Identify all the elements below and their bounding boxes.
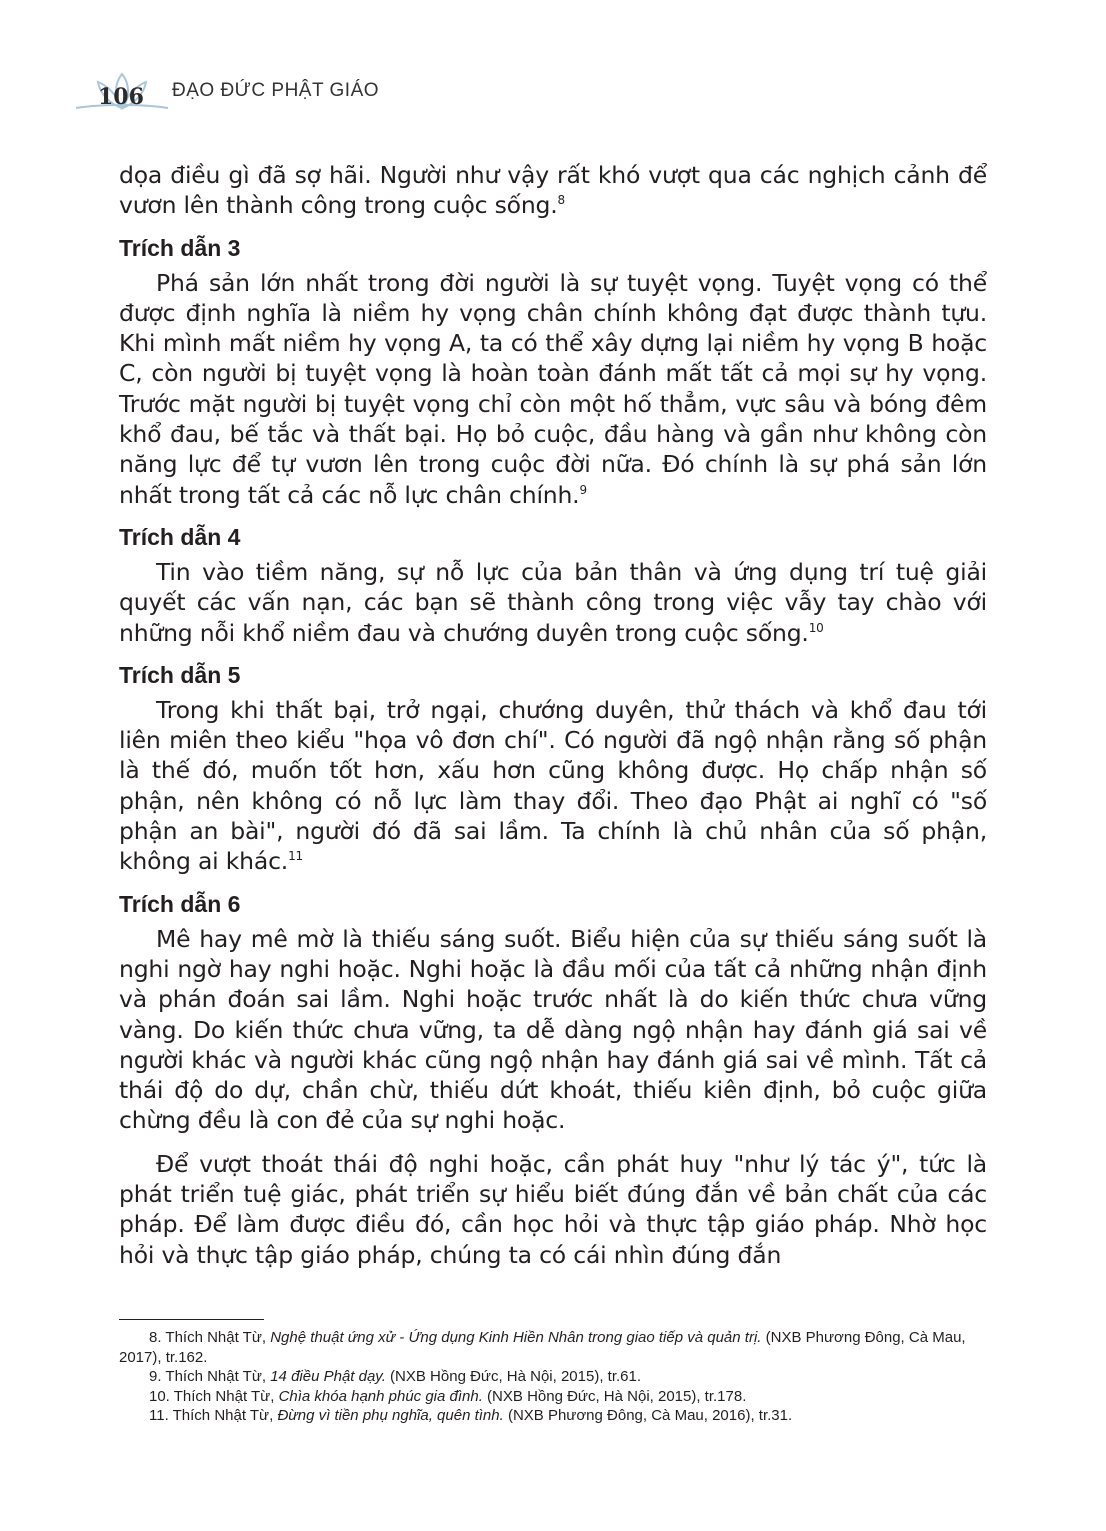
footnote-title: Chìa khóa hạnh phúc gia đình. — [278, 1387, 483, 1405]
continuation-paragraph — [119, 160, 987, 221]
quote-paragraph — [119, 557, 987, 648]
page-number: 106 — [98, 84, 144, 110]
footnote-suffix: (NXB Hồng Đức, Hà Nội, 2015), tr.61. — [385, 1368, 642, 1385]
footnote-ref: 9 — [579, 482, 587, 497]
footnote-suffix: (NXB Phương Đông, Cà Mau, 2017), tr.162. — [119, 1329, 966, 1366]
section-heading: Trích dẫn 3 — [119, 234, 241, 261]
footnote-ref: 8 — [557, 193, 565, 208]
footnote-ref: 10 — [808, 620, 824, 635]
paragraph-text: Để vượt thoát thái độ nghi hoặc, cần phát huy "như lý tác ý", tức là phát triển tuệ giác, phát triển sự hiểu biết đúng đắn về bản chất của các pháp. Để làm được điều đó, cần học hỏi và thực tập giáo pháp. Nhờ học hỏi và thực tập giáo pháp, chúng ta có cái nhìn đúng đắn — [119, 1149, 987, 1269]
section-heading: Trích dẫn 6 — [119, 890, 241, 917]
section-heading: Trích dẫn 5 — [119, 661, 241, 688]
footnote-title: Đừng vì tiền phụ nghĩa, quên tình. — [277, 1407, 504, 1424]
footnote-prefix: 10. Thích Nhật Từ, — [149, 1387, 279, 1405]
paragraph-text: Mê hay mê mờ là thiếu sáng suốt. Biểu hiện của sự thiếu sáng suốt là nghi ngờ hay nghi hoặc. Nghi hoặc là đầu mối của tất cả những nhận định và phán đoán sai lầm. Nghi hoặc trước nhất là do kiến thức chưa vững vàng. Do kiến thức chưa vững, ta dễ dàng ngộ nhận hay đánh giá sai về người khác và người khác cũng ngộ nhận hay đánh giá sai về mình. Tất cả thái độ do dự, chần chừ, thiếu dứt khoát, thiếu kiên định, bỏ cuộc giữa chừng đều là con đẻ của sự nghi hoặc. — [119, 924, 987, 1135]
page-header — [72, 70, 552, 120]
footnote-divider — [119, 1319, 264, 1320]
footnote — [119, 1406, 987, 1426]
quote-paragraph — [119, 1149, 987, 1270]
footnote-prefix: 11. Thích Nhật Từ, — [149, 1407, 278, 1424]
footnote-title: Nghệ thuật ứng xử - Ứng dụng Kinh Hiền Nhân trong giao tiếp và quản trị. — [270, 1329, 762, 1346]
footnote-prefix: 8. Thích Nhật Từ, — [149, 1329, 271, 1346]
footnote-suffix: (NXB Hồng Đức, Hà Nội, 2015), tr.178. — [482, 1387, 747, 1405]
footnote-ref: 11 — [288, 849, 303, 864]
footnotes — [119, 1328, 987, 1426]
quote-paragraph — [119, 268, 987, 510]
paragraph-text: Phá sản lớn nhất trong đời người là sự tuyệt vọng. Tuyệt vọng có thể được định nghĩa là niềm hy vọng chân chính không đạt được thành tựu. Khi mình mất niềm hy vọng A, ta có thể xây dựng lại niềm hy vọng B hoặc C, còn người bị tuyệt vọng là hoàn toàn đánh mất tất cả mọi sự hy vọng. Trước mặt người bị tuyệt vọng chỉ còn một hố thẳm, vực sâu và bóng đêm khổ đau, bế tắc và thất bại. Họ bỏ cuộc, đầu hàng và gần như không còn năng lực để tự vươn lên trong cuộc đời nữa. Đó chính là sự phá sản lớn nhất trong tất cả các nỗ lực chân chính. — [119, 268, 987, 509]
footnote-suffix: (NXB Phương Đông, Cà Mau, 2016), tr.31. — [503, 1407, 793, 1424]
running-title: ĐẠO ĐỨC PHẬT GIÁO — [172, 80, 380, 101]
paragraph-text: Tin vào tiềm năng, sự nỗ lực của bản thân và ứng dụng trí tuệ giải quyết các vấn nạn, các bạn sẽ thành công trong việc vẫy tay chào với những nỗi khổ niềm đau và chướng duyên trong cuộc sống. — [119, 557, 987, 647]
quote-paragraph — [119, 695, 987, 877]
footnote — [119, 1328, 987, 1367]
quote-paragraph — [119, 924, 987, 1136]
footnote — [119, 1387, 987, 1407]
paragraph-text: Trong khi thất bại, trở ngại, chướng duyên, thử thách và khổ đau tới liên miên theo kiểu "họa vô đơn chí". Có người đã ngộ nhận rằng số phận là thế đó, muốn tốt hơn, xấu hơn cũng không được. Họ chấp nhận số phận, nên không có nỗ lực làm thay đổi. Theo đạo Phật ai nghĩ có "số phận an bài", người đó đã sai lầm. Ta chính là chủ nhân của số phận, không ai khác. — [119, 695, 987, 876]
paragraph-text: dọa điều gì đã sợ hãi. Người như vậy rất khó vượt qua các nghịch cảnh để vươn lên thành công trong cuộc sống. — [119, 161, 987, 220]
section-heading: Trích dẫn 4 — [119, 523, 241, 550]
page-body — [119, 160, 987, 1270]
footnote-title: 14 điều Phật dạy. — [270, 1368, 386, 1385]
footnote — [119, 1367, 987, 1387]
footnote-prefix: 9. Thích Nhật Từ, — [149, 1368, 271, 1385]
